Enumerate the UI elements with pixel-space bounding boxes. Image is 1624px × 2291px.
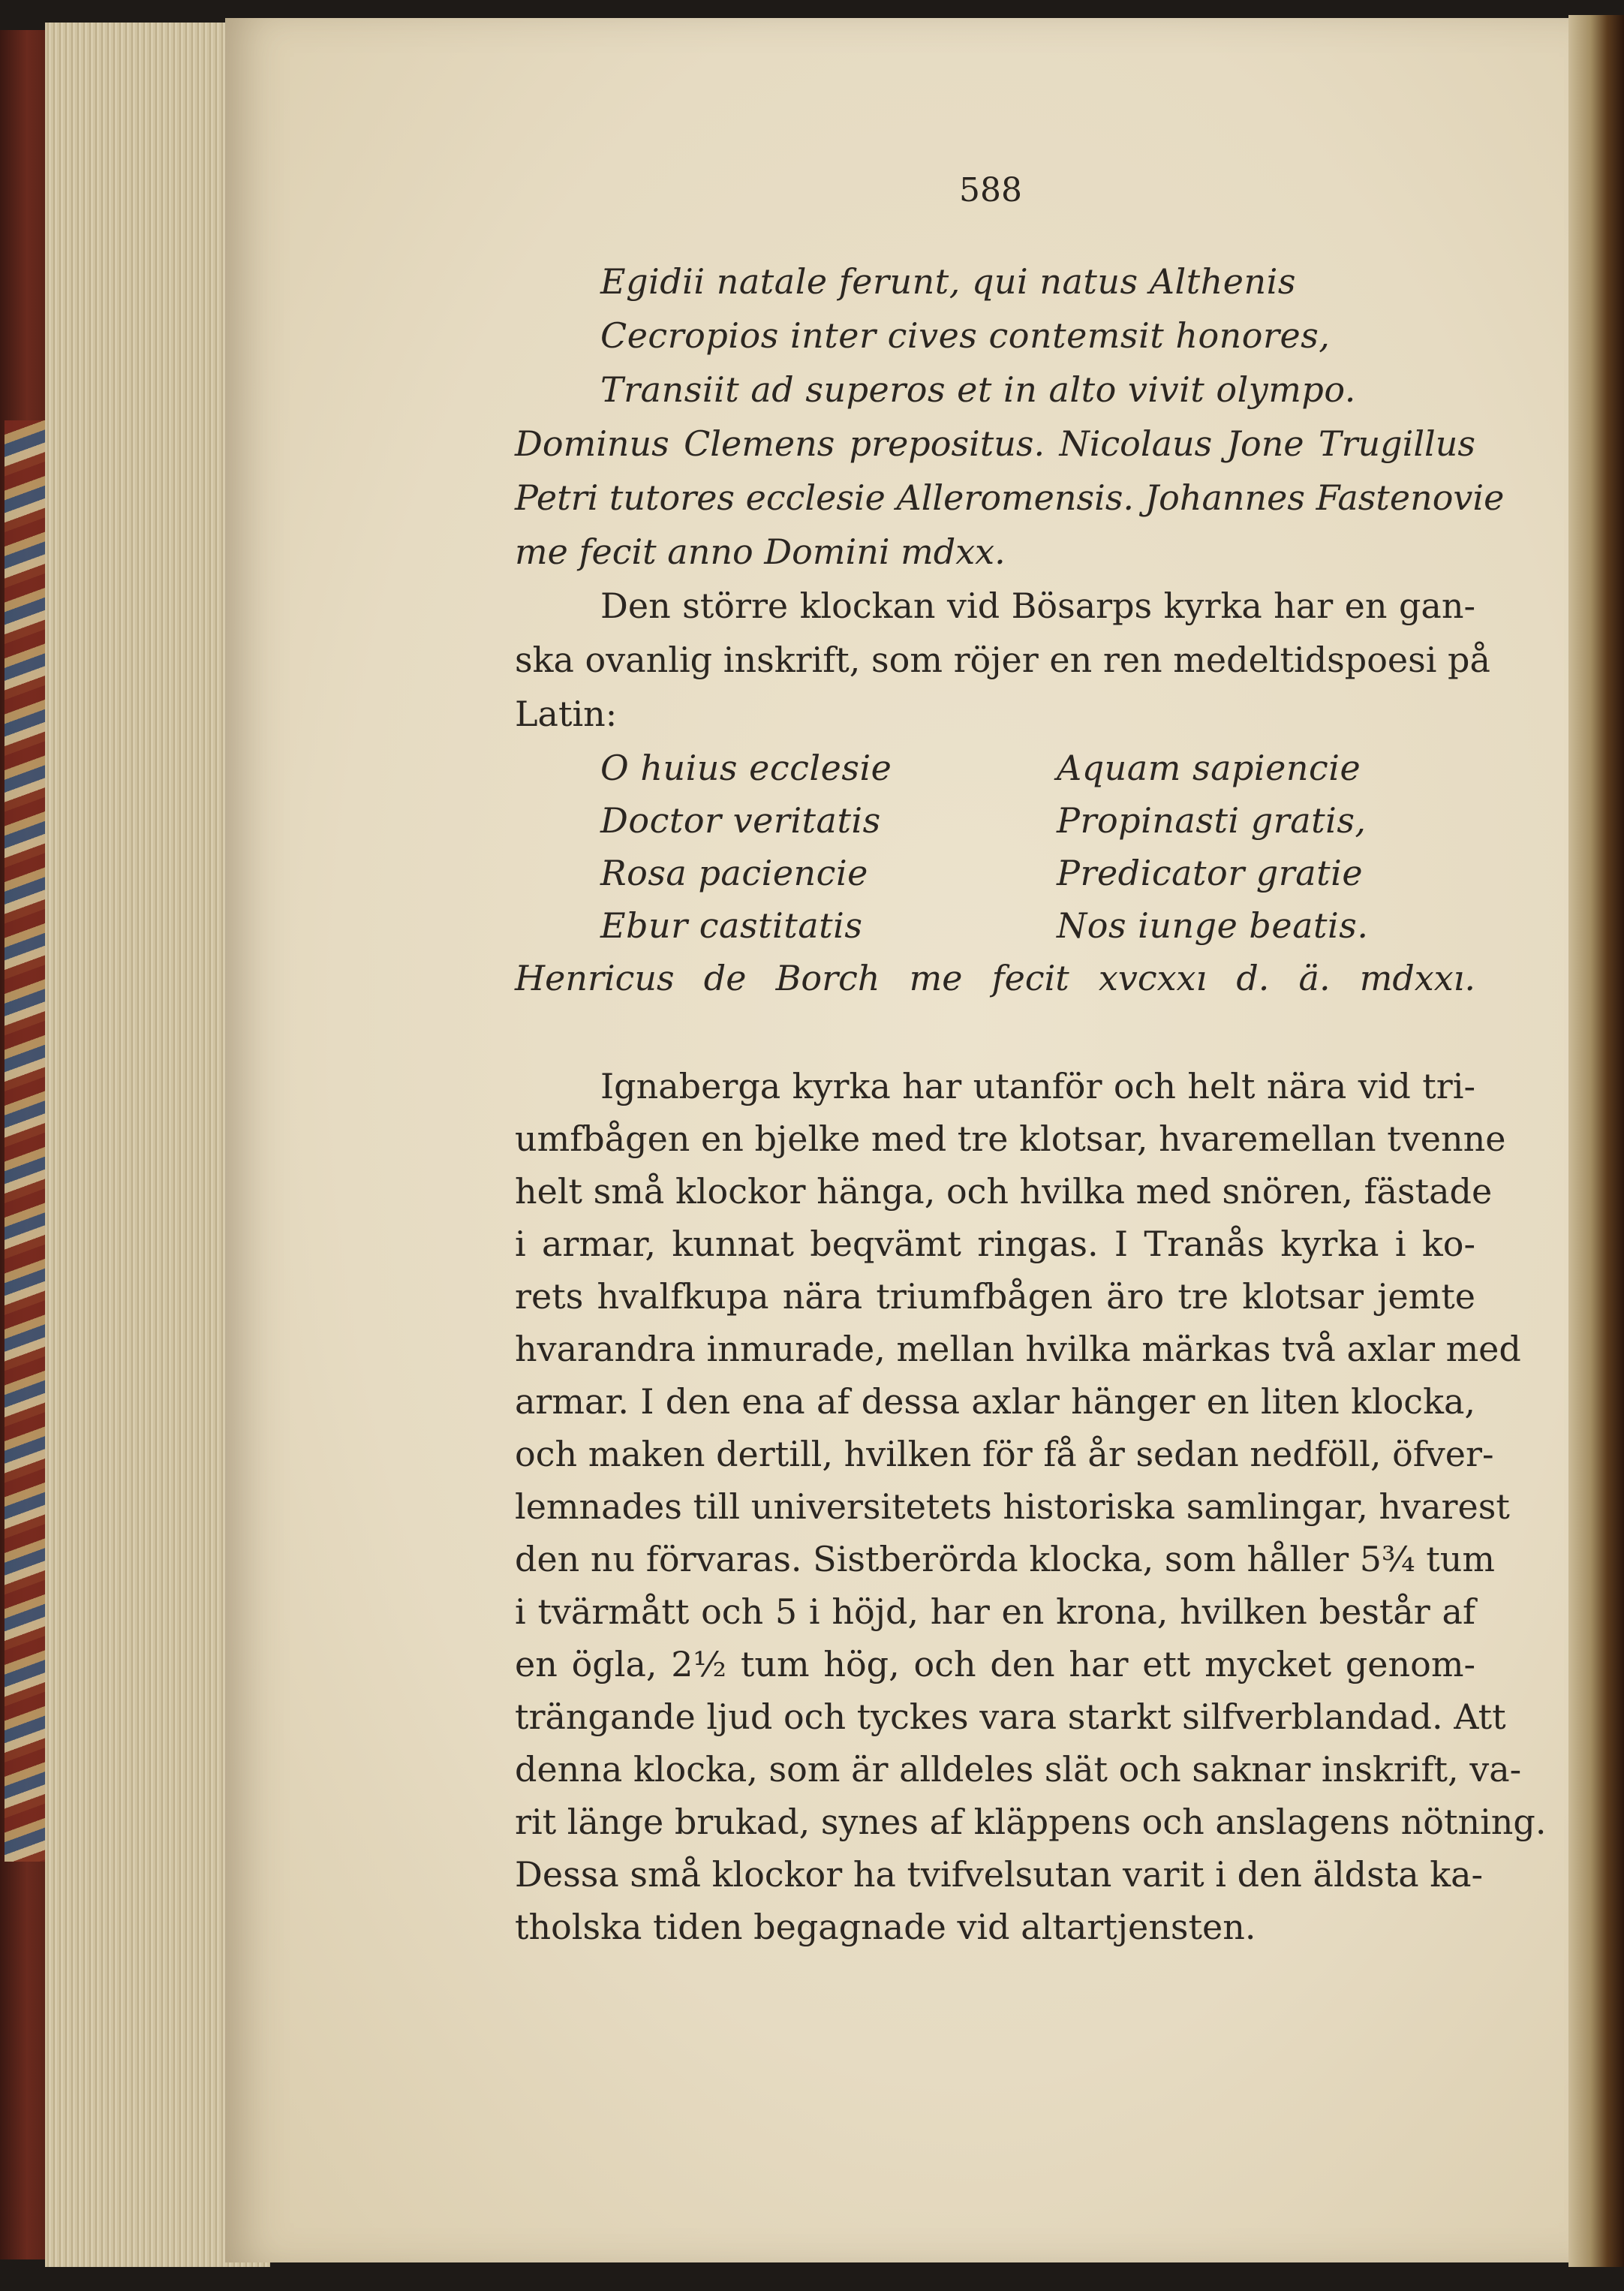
verse-line: Transiit ad superos et in alto vivit olympo. xyxy=(600,369,1356,410)
poem-right-line: Aquam sapiencie xyxy=(1057,748,1361,788)
main-line: Dessa små klockor ha tvifvelsutan varit i den äldsta ka- xyxy=(515,1854,1484,1895)
main-line: tholska tiden begagnade vid altartjensten. xyxy=(515,1907,1256,1947)
poem-right-line: Propinasti gratis, xyxy=(1057,800,1367,841)
main-line: umfbågen en bjelke med tre klotsar, hvaremellan tvenne xyxy=(515,1118,1506,1159)
intro-line: ska ovanlig inskrift, som röjer en ren medeltidspoesi på xyxy=(515,640,1490,680)
verse-line: Cecropios inter cives contemsit honores, xyxy=(600,315,1331,356)
main-line: i tvärmått och 5 i höjd, har en krona, hvilken består af xyxy=(515,1591,1475,1632)
poem-left-line: Doctor veritatis xyxy=(600,800,881,841)
latin-line: Petri tutores ecclesie Alleromensis. Johannes Fastenovie xyxy=(515,477,1505,518)
main-line: rit länge brukad, synes af kläppens och anslagens nötning. xyxy=(515,1802,1547,1842)
intro-line: Latin: xyxy=(515,694,618,734)
signature-line: Henricus de Borch me fecit xvcxxı d. ä. mdxxı. xyxy=(515,958,1475,998)
main-line: i armar, kunnat beqvämt ringas. I Tranås kyrka i ko- xyxy=(515,1224,1475,1264)
main-line: armar. I den ena af dessa axlar hänger en liten klocka, xyxy=(515,1381,1475,1422)
main-line: Ignaberga kyrka har utanför och helt nära vid tri- xyxy=(600,1066,1475,1106)
intro-line: Den större klockan vid Bösarps kyrka har en gan- xyxy=(600,586,1475,626)
poem-left-line: Rosa paciencie xyxy=(600,853,868,893)
latin-line: Dominus Clemens prepositus. Nicolaus Jone Trugillus xyxy=(515,423,1475,464)
verse-line: Egidii natale ferunt, qui natus Althenis xyxy=(600,261,1296,302)
right-page-edge xyxy=(1568,15,1624,2267)
main-line: helt små klockor hänga, och hvilka med snören, fästade xyxy=(515,1171,1493,1212)
poem-left-line: Ebur castitatis xyxy=(600,905,863,946)
main-line: lemnades till universitetets historiska samlingar, hvarest xyxy=(515,1486,1510,1527)
main-line: hvarandra inmurade, mellan hvilka märkas två axlar med xyxy=(515,1329,1521,1369)
main-line: denna klocka, som är alldeles slät och saknar inskrift, va- xyxy=(515,1749,1522,1790)
poem-left-line: O huius ecclesie xyxy=(600,748,892,788)
main-line: och maken dertill, hvilken för få år sedan nedföll, öfver- xyxy=(515,1434,1494,1474)
main-line: trängande ljud och tyckes vara starkt silfverblandad. Att xyxy=(515,1696,1506,1737)
latin-line: me fecit anno Domini mdxx. xyxy=(515,531,1006,572)
main-line: den nu förvaras. Sistberörda klocka, som håller 5¾ tum xyxy=(515,1539,1495,1579)
main-line: en ögla, 2½ tum hög, och den har ett mycket genom- xyxy=(515,1644,1475,1684)
page-number: 588 xyxy=(959,171,1022,209)
poem-right-line: Predicator gratie xyxy=(1057,853,1364,893)
poem-right-line: Nos iunge beatis. xyxy=(1057,905,1369,946)
main-line: rets hvalfkupa nära triumfbågen äro tre klotsar jemte xyxy=(515,1276,1475,1317)
